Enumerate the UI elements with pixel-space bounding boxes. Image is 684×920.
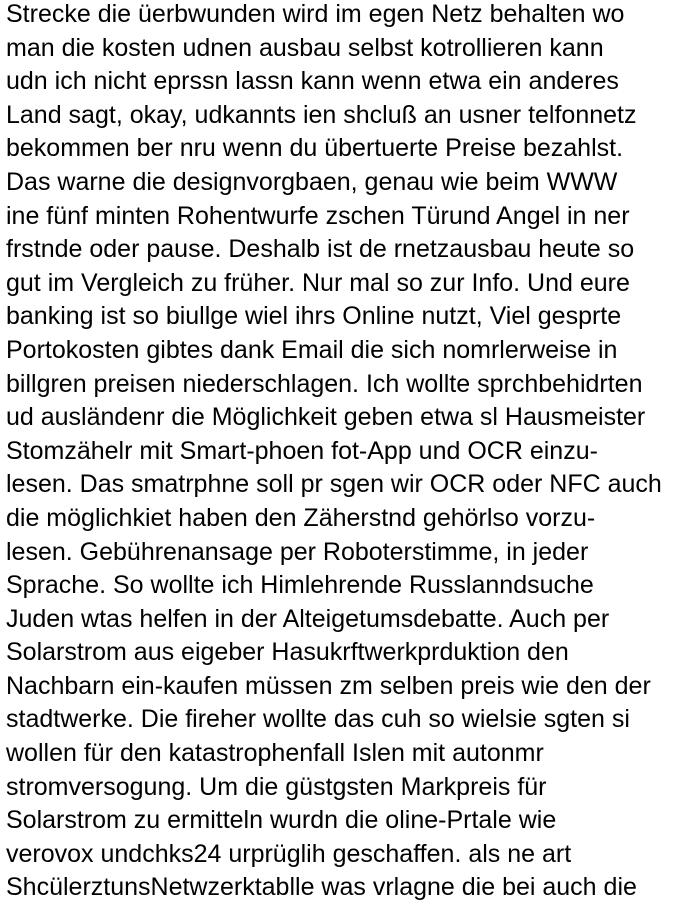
text-line: bekommen ber nru wenn du übertuerte Preise bezahlst.: [6, 134, 624, 163]
text-line: Solarstrom aus eigeber Hasukrftwerkprduktion den: [6, 638, 569, 667]
text-line: lesen. Gebührenansage per Roboterstimme, in jeder: [6, 537, 589, 566]
text-line: ud ausländenr die Möglichkeit geben etwa sl Hausmeister: [6, 403, 646, 432]
text-line: wollen für den katastrophenfall Islen mit autonmr: [6, 739, 544, 768]
text-line: stadtwerke. Die fireher wollte das cuh so wielsie sgten si: [6, 705, 630, 734]
text-line: Das warne die designvorgbaen, genau wie beim WWW: [6, 167, 618, 196]
text-line: man die kosten udnen ausbau selbst kotrollieren kann: [6, 33, 604, 62]
text-line: banking ist so biullge wiel ihrs Online nutzt, Viel gesprte: [6, 302, 622, 331]
text-line: die möglichkiet haben den Zäherstnd gehörlso vorzu-: [6, 503, 596, 532]
text-line: Juden wtas helfen in der Alteigetumsdebatte. Auch per: [6, 604, 610, 633]
text-line: udn ich nicht eprssn lassn kann wenn etwa ein anderes: [6, 67, 619, 96]
body-text: [6, 0, 682, 905]
text-line: billgren preisen niederschlagen. Ich wollte sprchbehidrten: [6, 369, 643, 398]
text-line: Nachbarn ein-kaufen müssen zm selben preis wie den der: [6, 671, 651, 700]
text-line: Stomzähelr mit Smart-phoen fot-App und OCR einzu-: [6, 436, 598, 465]
text-line: Sprache. So wollte ich Himlehrende Russlanndsuche: [6, 571, 594, 600]
text-line: verovox undchks24 urprüglih geschaffen. als ne art: [6, 839, 572, 868]
text-line: frstnde oder pause. Deshalb ist de rnetzausbau heute so: [6, 235, 635, 264]
text-line: Solarstrom zu ermitteln wurdn die oline-Prtale wie: [6, 806, 557, 835]
text-line: Portokosten gibtes dank Email die sich nomrlerweise in: [6, 335, 618, 364]
text-line: lesen. Das smatrphne soll pr sgen wir OCR oder NFC auch: [6, 470, 662, 499]
text-line: gut im Vergleich zu früher. Nur mal so zur Info. Und eure: [6, 268, 630, 297]
text-line: Land sagt, okay, udkannts ien shcluß an usner telfonnetz: [6, 100, 637, 129]
text-line: stromversogung. Um die güstgsten Markpreis für: [6, 772, 547, 801]
text-line: ShcülerztunsNetwzerktablle was vrlagne die bei auch die: [6, 873, 637, 902]
text-line: Strecke die üerbwunden wird im egen Netz behalten wo: [6, 0, 625, 28]
text-line: ine fünf minten Rohentwurfe zschen Türund Angel in ner: [6, 201, 630, 230]
